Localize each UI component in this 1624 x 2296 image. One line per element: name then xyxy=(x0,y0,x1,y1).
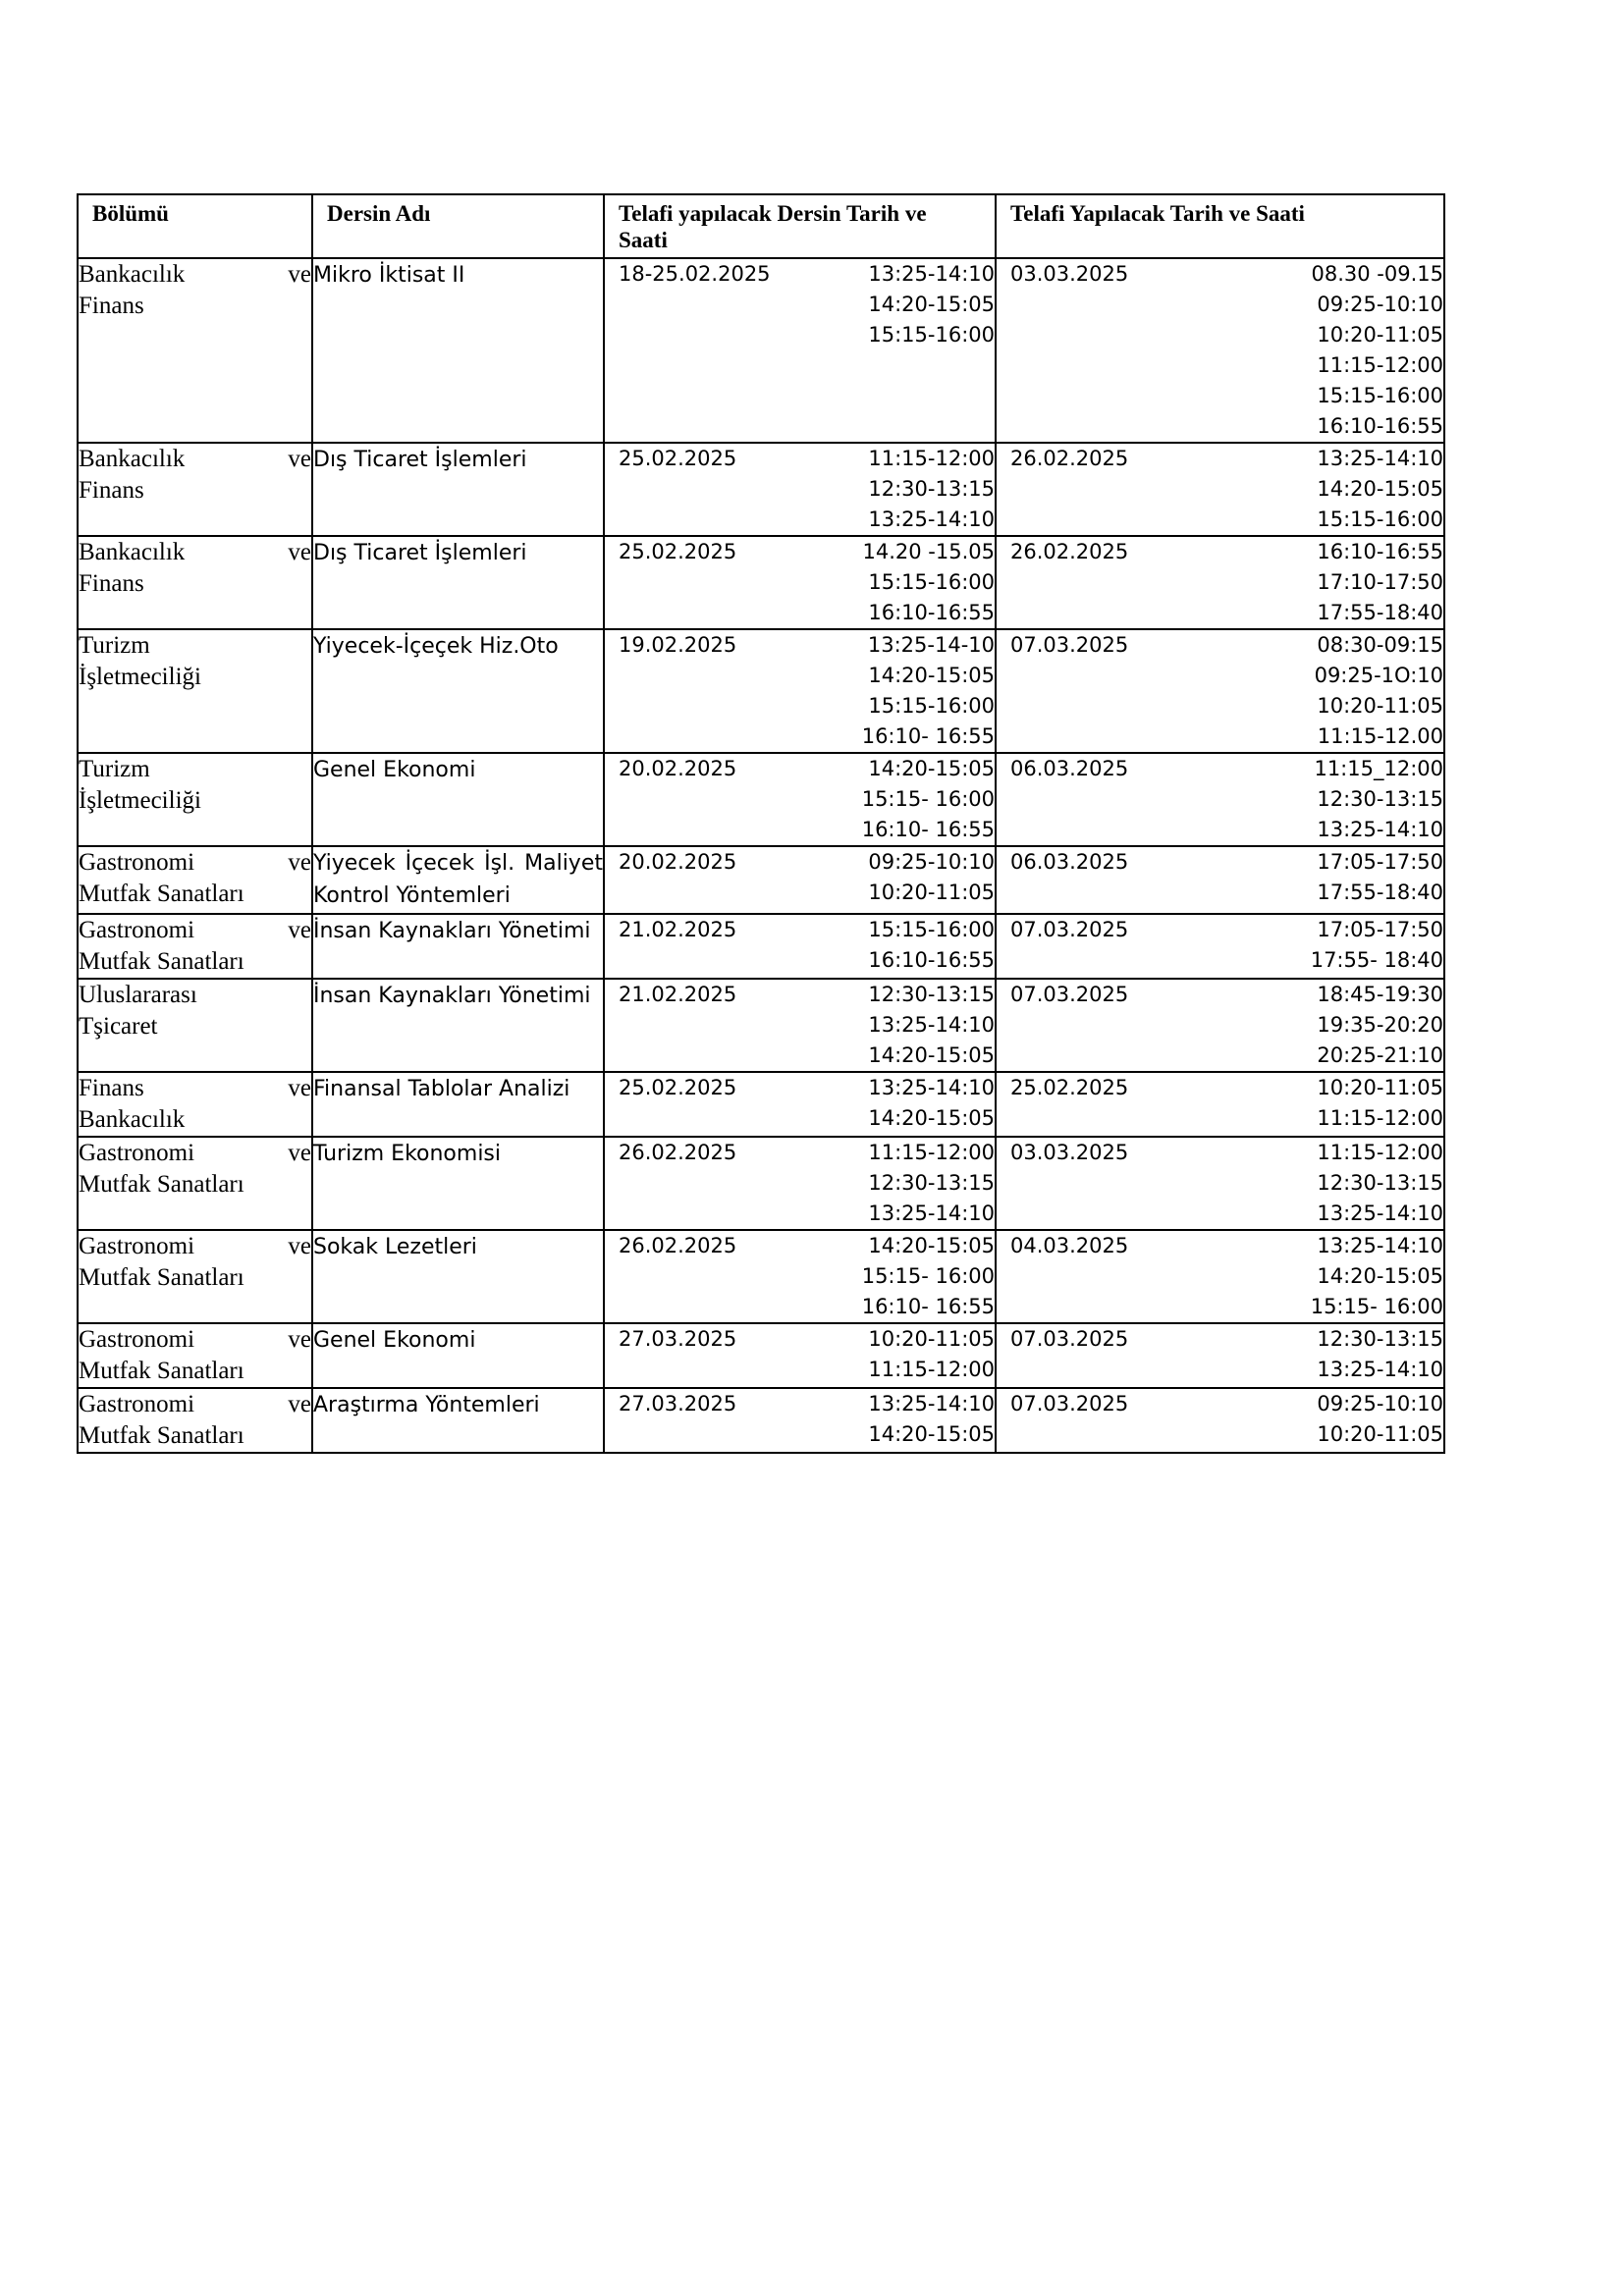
table-body xyxy=(78,258,1444,1453)
time-slot: 14:20-15:05 xyxy=(1317,1264,1443,1288)
time-slot: 13:25-14:10 xyxy=(1317,447,1443,470)
time-slot: 15:15- 16:00 xyxy=(861,1264,995,1288)
time-slot: 13:25-14:10 xyxy=(868,1076,995,1099)
table-row xyxy=(78,443,1444,536)
department-line: Finans ve xyxy=(79,1075,311,1101)
time-slot: 10:20-11:05 xyxy=(1317,323,1443,347)
time-slot: 10:20-11:05 xyxy=(1317,1422,1443,1446)
time-slot: 15:15-16:00 xyxy=(868,570,995,594)
time-slot: 12:30-13:15 xyxy=(868,1171,995,1195)
time-slot: 14:20-15:05 xyxy=(868,757,995,780)
time-slot: 14:20-15:05 xyxy=(1317,477,1443,501)
time-slot: 10:20-11:05 xyxy=(1317,694,1443,718)
cell-department xyxy=(78,1388,312,1453)
time-slot: 20:25-21:10 xyxy=(1317,1043,1443,1067)
time-slot: 17:10-17:50 xyxy=(1317,570,1443,594)
cell-makeup-date-time xyxy=(996,1230,1444,1323)
date-text: 19.02.2025 xyxy=(619,633,737,657)
time-slot: 14:20-15:05 xyxy=(868,1234,995,1257)
time-slot: 14:20-15:05 xyxy=(868,1043,995,1067)
cell-makeup-date-time xyxy=(996,258,1444,443)
time-slot: 10:20-11:05 xyxy=(868,1327,995,1351)
time-slot: 11:15-12:00 xyxy=(1317,1106,1443,1130)
table-row xyxy=(78,1230,1444,1323)
date-text: 27.03.2025 xyxy=(619,1392,737,1415)
time-slot: 18:45-19:30 xyxy=(1317,983,1443,1006)
time-slot: 16:10- 16:55 xyxy=(861,1295,995,1318)
cell-department xyxy=(78,1323,312,1388)
time-slot: 11:15-12:00 xyxy=(1317,1141,1443,1164)
time-slot: 16:10-16:55 xyxy=(868,601,995,624)
table-row xyxy=(78,914,1444,979)
cell-original-date-time xyxy=(604,1230,996,1323)
time-slot: 15:15-16:00 xyxy=(1317,507,1443,531)
time-slot: 17:55-18:40 xyxy=(1317,601,1443,624)
date-text: 27.03.2025 xyxy=(619,1327,737,1351)
table-row xyxy=(78,1323,1444,1388)
table-row xyxy=(78,258,1444,443)
date-text: 07.03.2025 xyxy=(1010,983,1129,1006)
department-line: Mutfak Sanatları xyxy=(79,948,244,975)
header-course-name: Dersin Adı xyxy=(312,194,604,258)
department-line: İşletmeciliği xyxy=(79,664,201,690)
cell-course-name: Dış Ticaret İşlemleri xyxy=(312,536,604,629)
time-slot: 11:15-12:00 xyxy=(868,447,995,470)
time-slot: 12:30-13:15 xyxy=(1317,1171,1443,1195)
department-line: Bankacılık ve xyxy=(79,539,311,565)
department-line: Mutfak Sanatları xyxy=(79,1358,244,1384)
time-slot: 15:15-16:00 xyxy=(868,918,995,941)
time-slot: 14:20-15:05 xyxy=(868,293,995,316)
time-slot: 13:25-14:10 xyxy=(868,1013,995,1037)
date-text: 25.02.2025 xyxy=(1010,1076,1129,1099)
time-slot: 12:30-13:15 xyxy=(868,477,995,501)
table-row xyxy=(78,846,1444,914)
cell-course-name: Yiyecek-İçeçek Hiz.Oto xyxy=(312,629,604,753)
time-slot: 09:25-10:10 xyxy=(1317,293,1443,316)
department-line: Mutfak Sanatları xyxy=(79,1264,244,1291)
date-text: 07.03.2025 xyxy=(1010,918,1129,941)
cell-original-date-time xyxy=(604,1137,996,1230)
table-row xyxy=(78,753,1444,846)
time-slot: 17:55-18:40 xyxy=(1317,881,1443,904)
cell-department xyxy=(78,753,312,846)
date-text: 25.02.2025 xyxy=(619,540,737,563)
department-line: Finans xyxy=(79,293,144,319)
cell-course-name: İnsan Kaynakları Yönetimi xyxy=(312,914,604,979)
department-line: İşletmeciliği xyxy=(79,787,201,814)
date-text: 21.02.2025 xyxy=(619,918,737,941)
cell-department xyxy=(78,443,312,536)
time-slot: 17:05-17:50 xyxy=(1317,850,1443,874)
cell-department xyxy=(78,1230,312,1323)
table-header-row xyxy=(78,194,1444,258)
department-line: Bankacılık ve xyxy=(79,446,311,472)
table-row xyxy=(78,536,1444,629)
time-slot: 09:25-10:10 xyxy=(868,850,995,874)
table-row xyxy=(78,1072,1444,1137)
cell-makeup-date-time xyxy=(996,1388,1444,1453)
time-slot: 15:15-16:00 xyxy=(1317,384,1443,407)
time-slot: 16:10-16:55 xyxy=(868,948,995,972)
time-slot: 14:20-15:05 xyxy=(868,664,995,687)
cell-course-name: Araştırma Yöntemleri xyxy=(312,1388,604,1453)
cell-department xyxy=(78,1072,312,1137)
date-text: 26.02.2025 xyxy=(1010,447,1129,470)
cell-course-name: Finansal Tablolar Analizi xyxy=(312,1072,604,1137)
cell-makeup-date-time xyxy=(996,1323,1444,1388)
makeup-schedule-table xyxy=(77,193,1445,1454)
header-makeup-date-time: Telafi Yapılacak Tarih ve Saati xyxy=(996,194,1444,258)
time-slot: 15:15- 16:00 xyxy=(861,787,995,811)
header-department: Bölümü xyxy=(78,194,312,258)
time-slot: 09:25-1O:10 xyxy=(1314,664,1443,687)
cell-course-name: Sokak Lezetleri xyxy=(312,1230,604,1323)
date-text: 20.02.2025 xyxy=(619,757,737,780)
cell-course-name: Turizm Ekonomisi xyxy=(312,1137,604,1230)
time-slot: 17:05-17:50 xyxy=(1317,918,1443,941)
date-text: 07.03.2025 xyxy=(1010,633,1129,657)
time-slot: 17:55- 18:40 xyxy=(1310,948,1443,972)
cell-original-date-time xyxy=(604,846,996,914)
department-line: Gastronomi ve xyxy=(79,1326,311,1353)
time-slot: 09:25-10:10 xyxy=(1317,1392,1443,1415)
cell-makeup-date-time xyxy=(996,979,1444,1072)
department-line: Gastronomi ve xyxy=(79,1391,311,1417)
cell-department xyxy=(78,536,312,629)
time-slot: 11:15-12:00 xyxy=(868,1141,995,1164)
department-line: Uluslararası xyxy=(79,982,197,1008)
cell-department xyxy=(78,914,312,979)
table-row xyxy=(78,979,1444,1072)
cell-course-name: Dış Ticaret İşlemleri xyxy=(312,443,604,536)
date-text: 03.03.2025 xyxy=(1010,1141,1129,1164)
time-slot: 08:30-09:15 xyxy=(1317,633,1443,657)
time-slot: 12:30-13:15 xyxy=(1317,1327,1443,1351)
date-text: 03.03.2025 xyxy=(1010,262,1129,286)
cell-original-date-time xyxy=(604,914,996,979)
department-line: Bankacılık xyxy=(79,1106,186,1133)
time-slot: 12:30-13:15 xyxy=(868,983,995,1006)
time-slot: 16:10-16:55 xyxy=(1317,540,1443,563)
cell-original-date-time xyxy=(604,258,996,443)
cell-course-name: Mikro İktisat II xyxy=(312,258,604,443)
department-line: Tşicaret xyxy=(79,1013,158,1040)
time-slot: 11:15_12:00 xyxy=(1314,757,1443,780)
cell-department xyxy=(78,1137,312,1230)
time-slot: 10:20-11:05 xyxy=(1317,1076,1443,1099)
date-text: 06.03.2025 xyxy=(1010,850,1129,874)
cell-original-date-time xyxy=(604,1323,996,1388)
date-text: 06.03.2025 xyxy=(1010,757,1129,780)
department-line: Gastronomi ve xyxy=(79,1140,311,1166)
cell-original-date-time xyxy=(604,629,996,753)
time-slot: 13:25-14:10 xyxy=(868,1392,995,1415)
time-slot: 16:10- 16:55 xyxy=(861,724,995,748)
time-slot: 15:15- 16:00 xyxy=(1310,1295,1443,1318)
date-text: 21.02.2025 xyxy=(619,983,737,1006)
date-text: 20.02.2025 xyxy=(619,850,737,874)
date-text: 04.03.2025 xyxy=(1010,1234,1129,1257)
cell-makeup-date-time xyxy=(996,629,1444,753)
time-slot: 10:20-11:05 xyxy=(868,881,995,904)
date-text: 26.02.2025 xyxy=(619,1234,737,1257)
time-slot: 13:25-14:10 xyxy=(1317,1201,1443,1225)
cell-original-date-time xyxy=(604,536,996,629)
time-slot: 13:25-14:10 xyxy=(868,1201,995,1225)
cell-makeup-date-time xyxy=(996,846,1444,914)
cell-course-name: Genel Ekonomi xyxy=(312,753,604,846)
date-text: 18-25.02.2025 xyxy=(619,262,771,286)
department-line: Gastronomi ve xyxy=(79,1233,311,1259)
time-slot: 13:25-14:10 xyxy=(868,262,995,286)
cell-course-name: İnsan Kaynakları Yönetimi xyxy=(312,979,604,1072)
time-slot: 13:25-14:10 xyxy=(1317,1358,1443,1381)
time-slot: 13:25-14:10 xyxy=(1317,1234,1443,1257)
date-text: 07.03.2025 xyxy=(1010,1392,1129,1415)
time-slot: 14:20-15:05 xyxy=(868,1106,995,1130)
cell-makeup-date-time xyxy=(996,1137,1444,1230)
date-text: 26.02.2025 xyxy=(619,1141,737,1164)
cell-course-name: Genel Ekonomi xyxy=(312,1323,604,1388)
department-line: Mutfak Sanatları xyxy=(79,1422,244,1449)
time-slot: 14.20 -15.05 xyxy=(862,540,995,563)
date-text: 26.02.2025 xyxy=(1010,540,1129,563)
time-slot: 15:15-16:00 xyxy=(868,323,995,347)
table-row xyxy=(78,1388,1444,1453)
time-slot: 12:30-13:15 xyxy=(1317,787,1443,811)
time-slot: 16:10- 16:55 xyxy=(861,818,995,841)
time-slot: 11:15-12:00 xyxy=(1317,353,1443,377)
cell-makeup-date-time xyxy=(996,443,1444,536)
cell-course-name: Yiyecek İçecek İşl. Maliyet Kontrol Yöntemleri xyxy=(312,846,604,914)
time-slot: 14:20-15:05 xyxy=(868,1422,995,1446)
cell-original-date-time xyxy=(604,979,996,1072)
department-line: Gastronomi ve xyxy=(79,849,311,876)
cell-original-date-time xyxy=(604,753,996,846)
time-slot: 15:15-16:00 xyxy=(868,694,995,718)
cell-makeup-date-time xyxy=(996,1072,1444,1137)
department-line: Turizm xyxy=(79,632,150,659)
cell-makeup-date-time xyxy=(996,536,1444,629)
cell-original-date-time xyxy=(604,1072,996,1137)
table-row xyxy=(78,629,1444,753)
time-slot: 11:15-12.00 xyxy=(1317,724,1443,748)
department-line: Mutfak Sanatları xyxy=(79,881,244,907)
cell-department xyxy=(78,979,312,1072)
cell-department xyxy=(78,846,312,914)
time-slot: 13:25-14:10 xyxy=(868,507,995,531)
date-text: 25.02.2025 xyxy=(619,1076,737,1099)
time-slot: 13:25-14-10 xyxy=(867,633,995,657)
department-line: Bankacılık ve xyxy=(79,261,311,288)
cell-makeup-date-time xyxy=(996,753,1444,846)
time-slot: 13:25-14:10 xyxy=(1317,818,1443,841)
cell-original-date-time xyxy=(604,1388,996,1453)
date-text: 07.03.2025 xyxy=(1010,1327,1129,1351)
cell-makeup-date-time xyxy=(996,914,1444,979)
time-slot: 08.30 -09.15 xyxy=(1311,262,1443,286)
date-text: 25.02.2025 xyxy=(619,447,737,470)
time-slot: 16:10-16:55 xyxy=(1317,414,1443,438)
cell-original-date-time xyxy=(604,443,996,536)
department-line: Mutfak Sanatları xyxy=(79,1171,244,1198)
cell-department xyxy=(78,258,312,443)
time-slot: 19:35-20:20 xyxy=(1317,1013,1443,1037)
time-slot: 11:15-12:00 xyxy=(868,1358,995,1381)
table-row xyxy=(78,1137,1444,1230)
department-line: Turizm xyxy=(79,756,150,782)
header-original-date-time: Telafi yapılacak Dersin Tarih ve Saati xyxy=(604,194,996,258)
department-line: Finans xyxy=(79,570,144,597)
department-line: Finans xyxy=(79,477,144,504)
cell-department xyxy=(78,629,312,753)
department-line: Gastronomi ve xyxy=(79,917,311,943)
